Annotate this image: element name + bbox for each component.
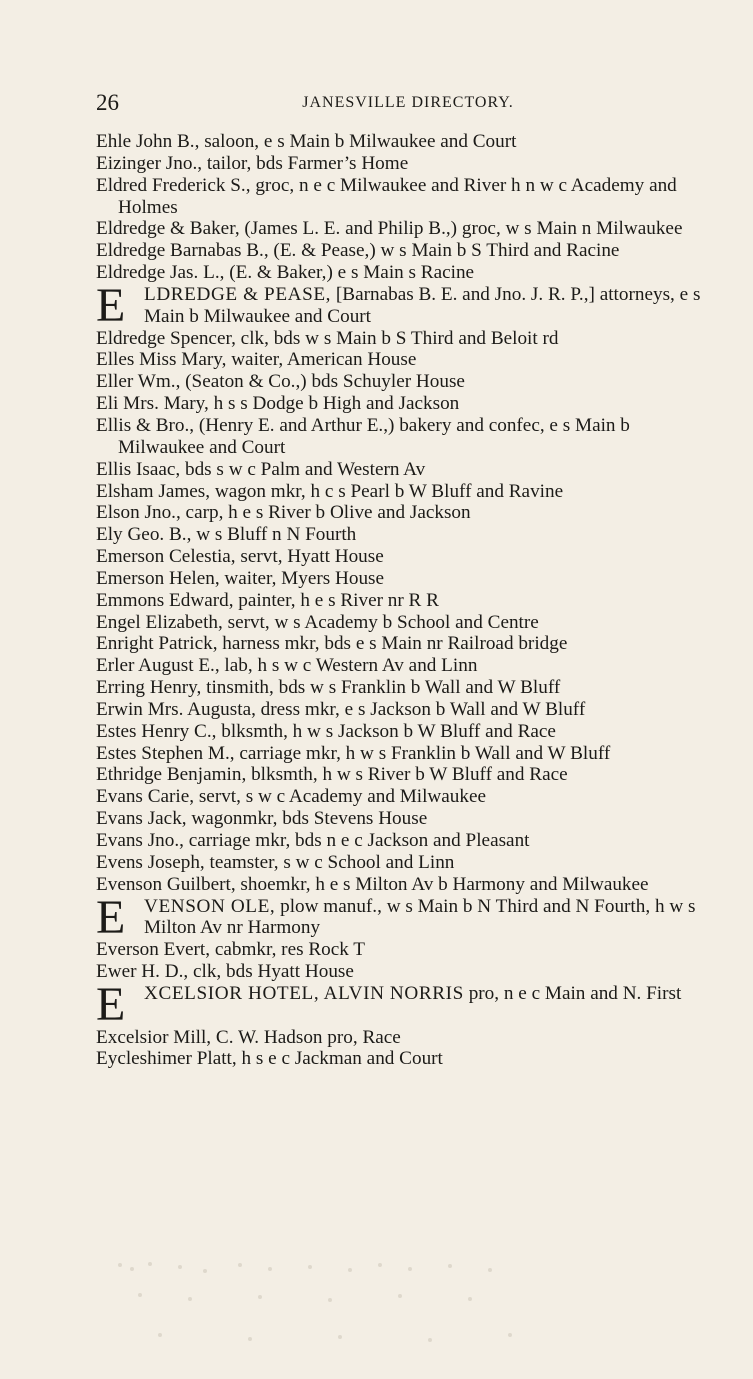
directory-entry: Evans Jno., carriage mkr, bds n e c Jackson and Pleasant: [96, 830, 530, 851]
entry-text: plow manuf., w s Main b N Third and N Fourth, h w s Milton Av nr Harmony: [144, 895, 696, 939]
page-header: [96, 90, 696, 120]
directory-entry: Evans Jack, wagonmkr, bds Stevens House: [96, 808, 428, 830]
directory-entry: Ethridge Benjamin, blksmth, h w s River b W Bluff and Race: [96, 764, 568, 786]
display-entry: [96, 977, 720, 1031]
directory-entry: Eldredge & Baker, (James L. E. and Philip B.,) groc, w s Main n Milwaukee: [96, 218, 683, 240]
directory-entry: Ehle John B., saloon, e s Main b Milwaukee and Court: [96, 131, 517, 152]
entry-body: [144, 284, 720, 328]
directory-entry: Ewer H. D., clk, bds Hyatt House: [96, 961, 354, 983]
directory-entry: Elson Jno., carp, h e s River b Olive and Jackson: [96, 502, 471, 524]
directory-entry: Erring Henry, tinsmith, bds w s Franklin b Wall and W Bluff: [96, 677, 561, 699]
directory-entry: Elles Miss Mary, waiter, American House: [96, 349, 417, 371]
directory-entry: Erwin Mrs. Augusta, dress mkr, e s Jackson b Wall and W Bluff: [96, 698, 586, 720]
directory-entry: Emerson Celestia, servt, Hyatt House: [96, 546, 384, 568]
directory-entry: Estes Henry C., blksmth, h w s Jackson b W Bluff and Race: [96, 720, 556, 742]
drop-initial: E: [96, 278, 126, 332]
directory-entry: Eli Mrs. Mary, h s s Dodge b High and Jackson: [96, 393, 460, 415]
directory-entry: Ely Geo. B., w s Bluff n N Fourth: [96, 524, 357, 546]
running-title: JANESVILLE DIRECTORY.: [302, 94, 514, 111]
display-entry: [96, 890, 720, 944]
directory-entry: Estes Stephen M., carriage mkr, h w s Franklin b Wall and W Bluff: [96, 742, 611, 764]
directory-entry: Excelsior Mill, C. W. Hadson pro, Race: [96, 1026, 401, 1048]
directory-entry: Engel Elizabeth, servt, w s Academy b School and Centre: [96, 611, 539, 633]
entry-caps-name: VENSON OLE,: [144, 895, 276, 917]
directory-entry: Eizinger Jno., tailor, bds Farmer’s Home: [96, 152, 409, 174]
directory-entry: Emerson Helen, waiter, Myers House: [96, 567, 385, 589]
blind-embossing-dots: [110, 1255, 530, 1365]
entry-body: [144, 896, 720, 940]
entry-caps-name: XCELSIOR HOTEL, ALVIN NORRIS: [144, 982, 464, 1004]
entry-text: [Barnabas B. E. and Jno. J. R. P.,] attorneys, e s Main b Milwaukee and Court: [144, 283, 701, 327]
directory-entry: Eycleshimer Platt, h s e c Jackman and Court: [96, 1048, 443, 1070]
directory-entry: Elsham James, wagon mkr, h c s Pearl b W Bluff and Ravine: [96, 480, 564, 502]
display-entry: [96, 278, 720, 332]
directory-entry: Eldredge Jas. L., (E. & Baker,) e s Main s Racine: [96, 262, 475, 284]
directory-entry: Evans Carie, servt, s w c Academy and Milwaukee: [96, 786, 487, 808]
entry-text: pro, n e c Main and N. First: [463, 982, 682, 1004]
directory-entry: Evens Joseph, teamster, s w c School and Linn: [96, 851, 455, 873]
directory-entry: Enright Patrick, harness mkr, bds e s Main nr Railroad bridge: [96, 633, 568, 655]
directory-entry: Eldredge Barnabas B., (E. & Pease,) w s Main b S Third and Racine: [96, 240, 620, 262]
page-number: 26: [96, 90, 119, 115]
drop-initial: E: [96, 890, 126, 944]
directory-entry: Ellis & Bro., (Henry E. and Arthur E.,) bakery and confec, e s Main b Milwaukee and Court: [96, 414, 630, 458]
directory-entry: Erler August E., lab, h s w c Western Av and Linn: [96, 655, 478, 677]
directory-entry: Eller Wm., (Seaton & Co.,) bds Schuyler House: [96, 371, 465, 393]
directory-entries: [96, 131, 720, 1070]
directory-entry: Ellis Isaac, bds s w c Palm and Western Av: [96, 458, 426, 480]
directory-entry: Emmons Edward, painter, h e s River nr R R: [96, 589, 439, 611]
directory-entry: Everson Evert, cabmkr, res Rock T: [96, 939, 366, 961]
directory-entry: Evenson Guilbert, shoemkr, h e s Milton Av b Harmony and Milwaukee: [96, 873, 649, 895]
directory-entry: Eldredge Spencer, clk, bds w s Main b S Third and Beloit rd: [96, 327, 559, 349]
entry-caps-name: LDREDGE & PEASE,: [144, 283, 332, 305]
entry-body: [144, 983, 720, 1005]
drop-initial: E: [96, 977, 126, 1031]
directory-entry: Eldred Frederick S., groc, n e c Milwaukee and River h n w c Academy and Holmes: [96, 174, 677, 218]
